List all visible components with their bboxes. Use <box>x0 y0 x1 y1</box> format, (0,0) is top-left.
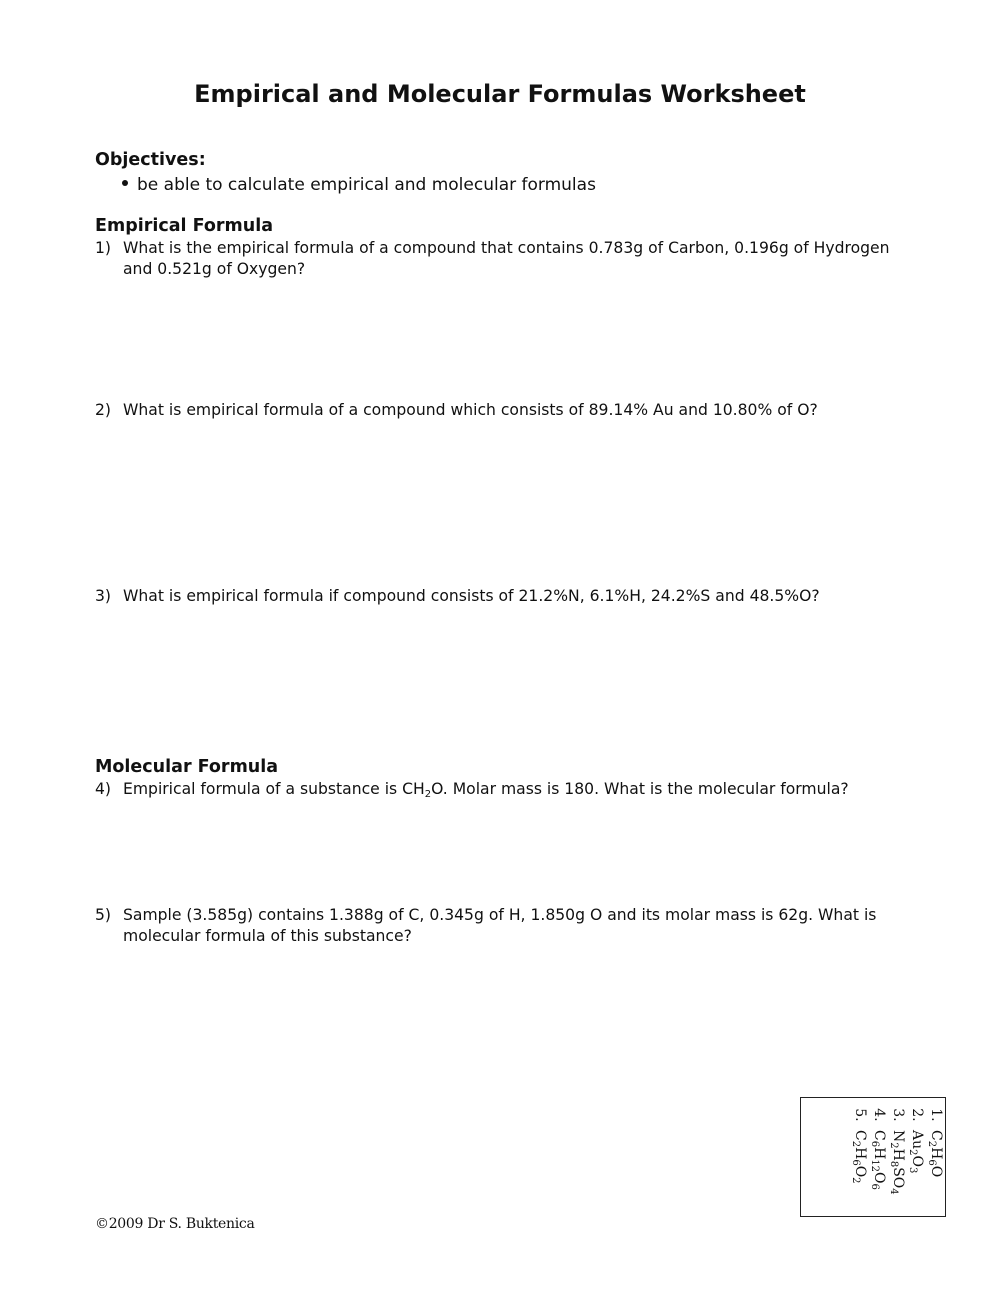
question-2 <box>95 400 905 421</box>
question-4 <box>95 779 905 800</box>
section-heading-empirical: Empirical Formula <box>95 216 274 236</box>
question-1 <box>95 238 905 280</box>
answer-item-4: 4. $C_6H_{12}O_6$ <box>869 1126 888 1195</box>
question-number: 2) <box>95 401 112 419</box>
question-number: 5) <box>95 906 112 924</box>
question-text: Empirical formula of a substance is $CH_2O$. Molar mass is 180. What is the molecular formula? <box>123 780 849 800</box>
objective-item <box>122 175 596 195</box>
question-3 <box>95 586 905 607</box>
answer-key-rotated <box>850 1102 945 1195</box>
page-title: Empirical and Molecular Formulas Worksheet <box>194 80 806 108</box>
question-text: What is empirical formula of a compound which consists of 89.14% Au and 10.80% of O? <box>123 401 818 419</box>
question-text: Sample (3.585g) contains 1.388g of C, 0.345g of H, 1.850g O and its molar mass is 62g. What is molecular formula of this substance? <box>123 906 877 945</box>
answer-item-3: 3. $N_2H_8SO_4$ <box>888 1126 907 1195</box>
question-5 <box>95 905 905 947</box>
question-number: 1) <box>95 239 112 257</box>
bullet-icon <box>122 180 128 186</box>
objective-text: be able to calculate empirical and molecular formulas <box>137 175 596 195</box>
answer-item-1: 1. $C_2H_6O$ <box>926 1126 945 1195</box>
section-heading-molecular: Molecular Formula <box>95 757 279 777</box>
objectives-heading: Objectives: <box>95 150 206 170</box>
question-text: What is empirical formula if compound consists of 21.2%N, 6.1%H, 24.2%S and 48.5%O? <box>123 587 820 605</box>
question-text: What is the empirical formula of a compound that contains 0.783g of Carbon, 0.196g of Hydrogen and 0.521g of Oxygen? <box>123 239 890 278</box>
question-number: 3) <box>95 587 112 605</box>
answer-list <box>850 1102 945 1195</box>
answer-key-box <box>800 1097 946 1217</box>
question-number: 4) <box>95 780 112 798</box>
copyright-footer: ©2009 Dr S. Buktenica <box>95 1216 255 1232</box>
answer-item-2: 2. $Au_2O_3$ <box>907 1126 926 1195</box>
answer-item-5: 5. $C_2H_6O_2$ <box>850 1126 869 1195</box>
